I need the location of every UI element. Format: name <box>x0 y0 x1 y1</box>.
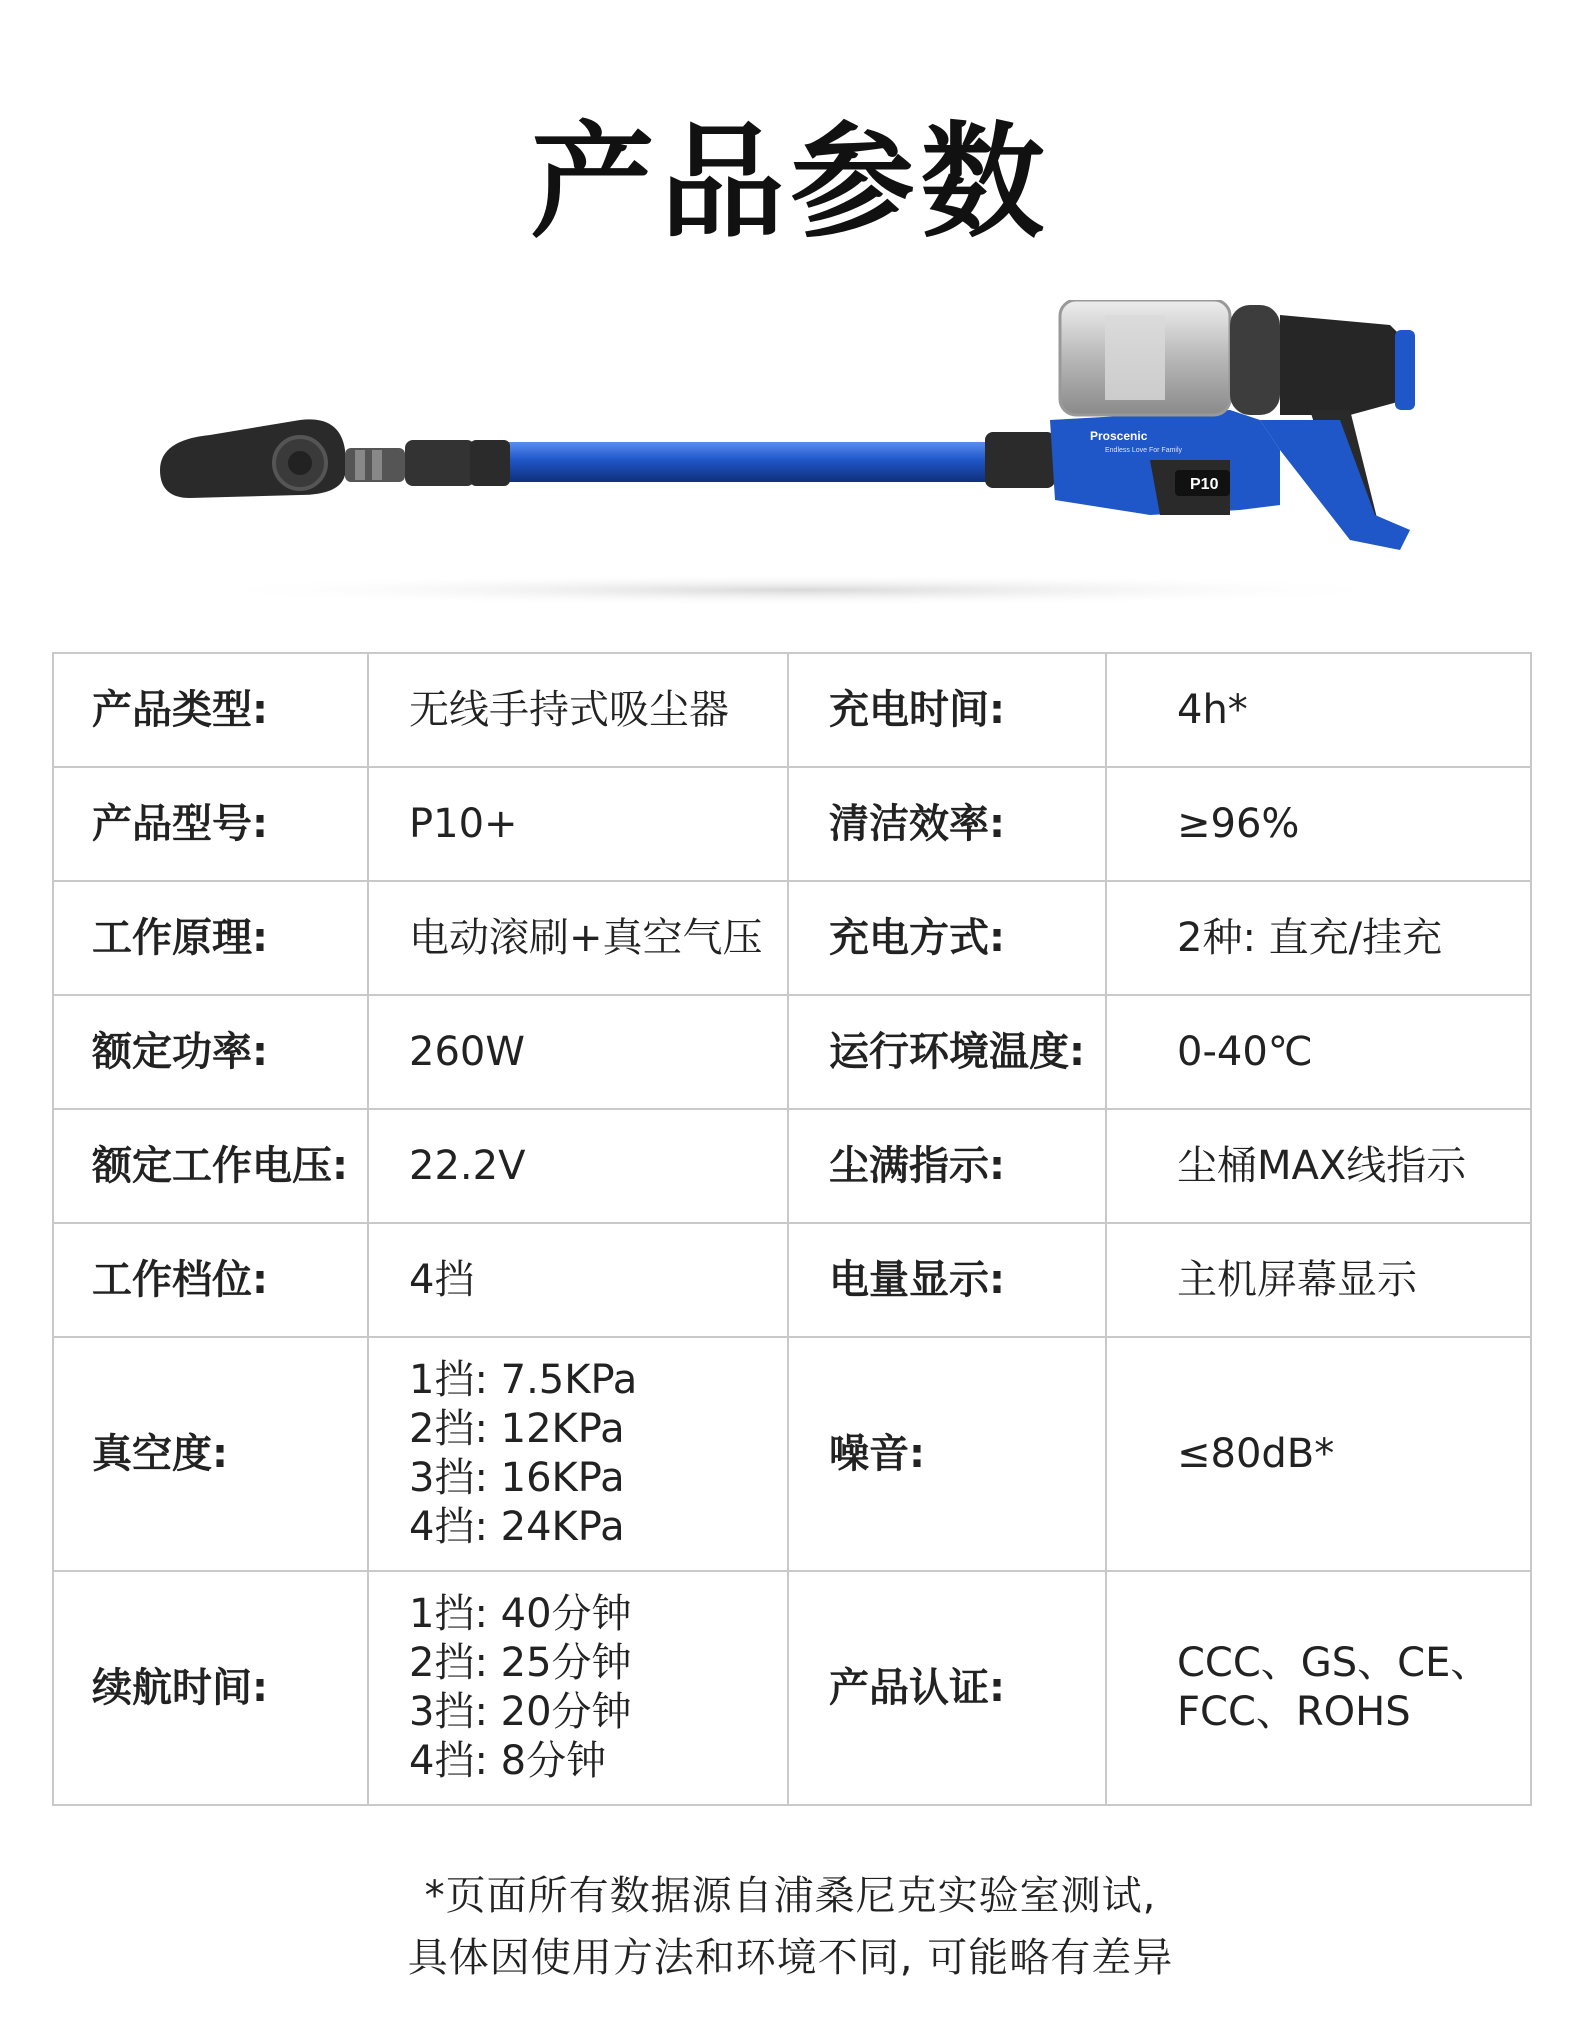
table-row <box>53 1571 1531 1805</box>
table-row <box>53 1337 1531 1571</box>
table-row <box>53 767 1531 881</box>
table-row <box>53 1223 1531 1337</box>
spec-value: ≥96% <box>1106 767 1531 881</box>
spec-value: 主机屏幕显示 <box>1106 1223 1531 1337</box>
table-row <box>53 1109 1531 1223</box>
spec-label: 充电方式: <box>788 881 1106 995</box>
brand-logo-text: Proscenic <box>1090 429 1148 443</box>
footnote-line: *页面所有数据源自浦桑尼克实验室测试, <box>424 1873 1157 1919</box>
spec-label: 产品认证: <box>788 1571 1106 1805</box>
spec-value: 1挡: 40分钟 2挡: 25分钟 3挡: 20分钟 4挡: 8分钟 <box>368 1571 788 1805</box>
spec-label: 电量显示: <box>788 1223 1106 1337</box>
spec-value: 4h* <box>1106 653 1531 767</box>
spec-label: 工作原理: <box>53 881 368 995</box>
spec-label: 真空度: <box>53 1337 368 1571</box>
spec-value: 尘桶MAX线指示 <box>1106 1109 1531 1223</box>
spec-value: 22.2V <box>368 1109 788 1223</box>
spec-label: 充电时间: <box>788 653 1106 767</box>
spec-label: 尘满指示: <box>788 1109 1106 1223</box>
table-row <box>53 995 1531 1109</box>
spec-value: 2种: 直充/挂充 <box>1106 881 1531 995</box>
spec-table <box>52 652 1532 1806</box>
spec-value: 260W <box>368 995 788 1109</box>
spec-value: 电动滚刷+真空气压 <box>368 881 788 995</box>
spec-value: 0-40℃ <box>1106 995 1531 1109</box>
spec-label: 运行环境温度: <box>788 995 1106 1109</box>
spec-label: 额定工作电压: <box>53 1109 368 1223</box>
footnote <box>0 1865 1581 1989</box>
spec-value: P10+ <box>368 767 788 881</box>
stick-vacuum-image <box>150 300 1450 620</box>
table-row <box>53 653 1531 767</box>
spec-label: 工作档位: <box>53 1223 368 1337</box>
spec-value: 1挡: 7.5KPa 2挡: 12KPa 3挡: 16KPa 4挡: 24KPa <box>368 1337 788 1571</box>
spec-value: CCC、GS、CE、 FCC、ROHS <box>1106 1571 1531 1805</box>
table-row <box>53 881 1531 995</box>
spec-label: 额定功率: <box>53 995 368 1109</box>
spec-label: 噪音: <box>788 1337 1106 1571</box>
spec-label: 清洁效率: <box>788 767 1106 881</box>
brand-tagline-text: Endless Love For Family <box>1105 447 1183 454</box>
page-title: 产品参数 <box>530 111 1051 255</box>
spec-value: 无线手持式吸尘器 <box>368 653 788 767</box>
spec-value: ≤80dB* <box>1106 1337 1531 1571</box>
spec-label: 续航时间: <box>53 1571 368 1805</box>
spec-label: 产品类型: <box>53 653 368 767</box>
spec-value: 4挡 <box>368 1223 788 1337</box>
footnote-line: 具体因使用方法和环境不同, 可能略有差异 <box>407 1935 1174 1981</box>
spec-label: 产品型号: <box>53 767 368 881</box>
model-badge-text: P10 <box>1190 476 1219 493</box>
